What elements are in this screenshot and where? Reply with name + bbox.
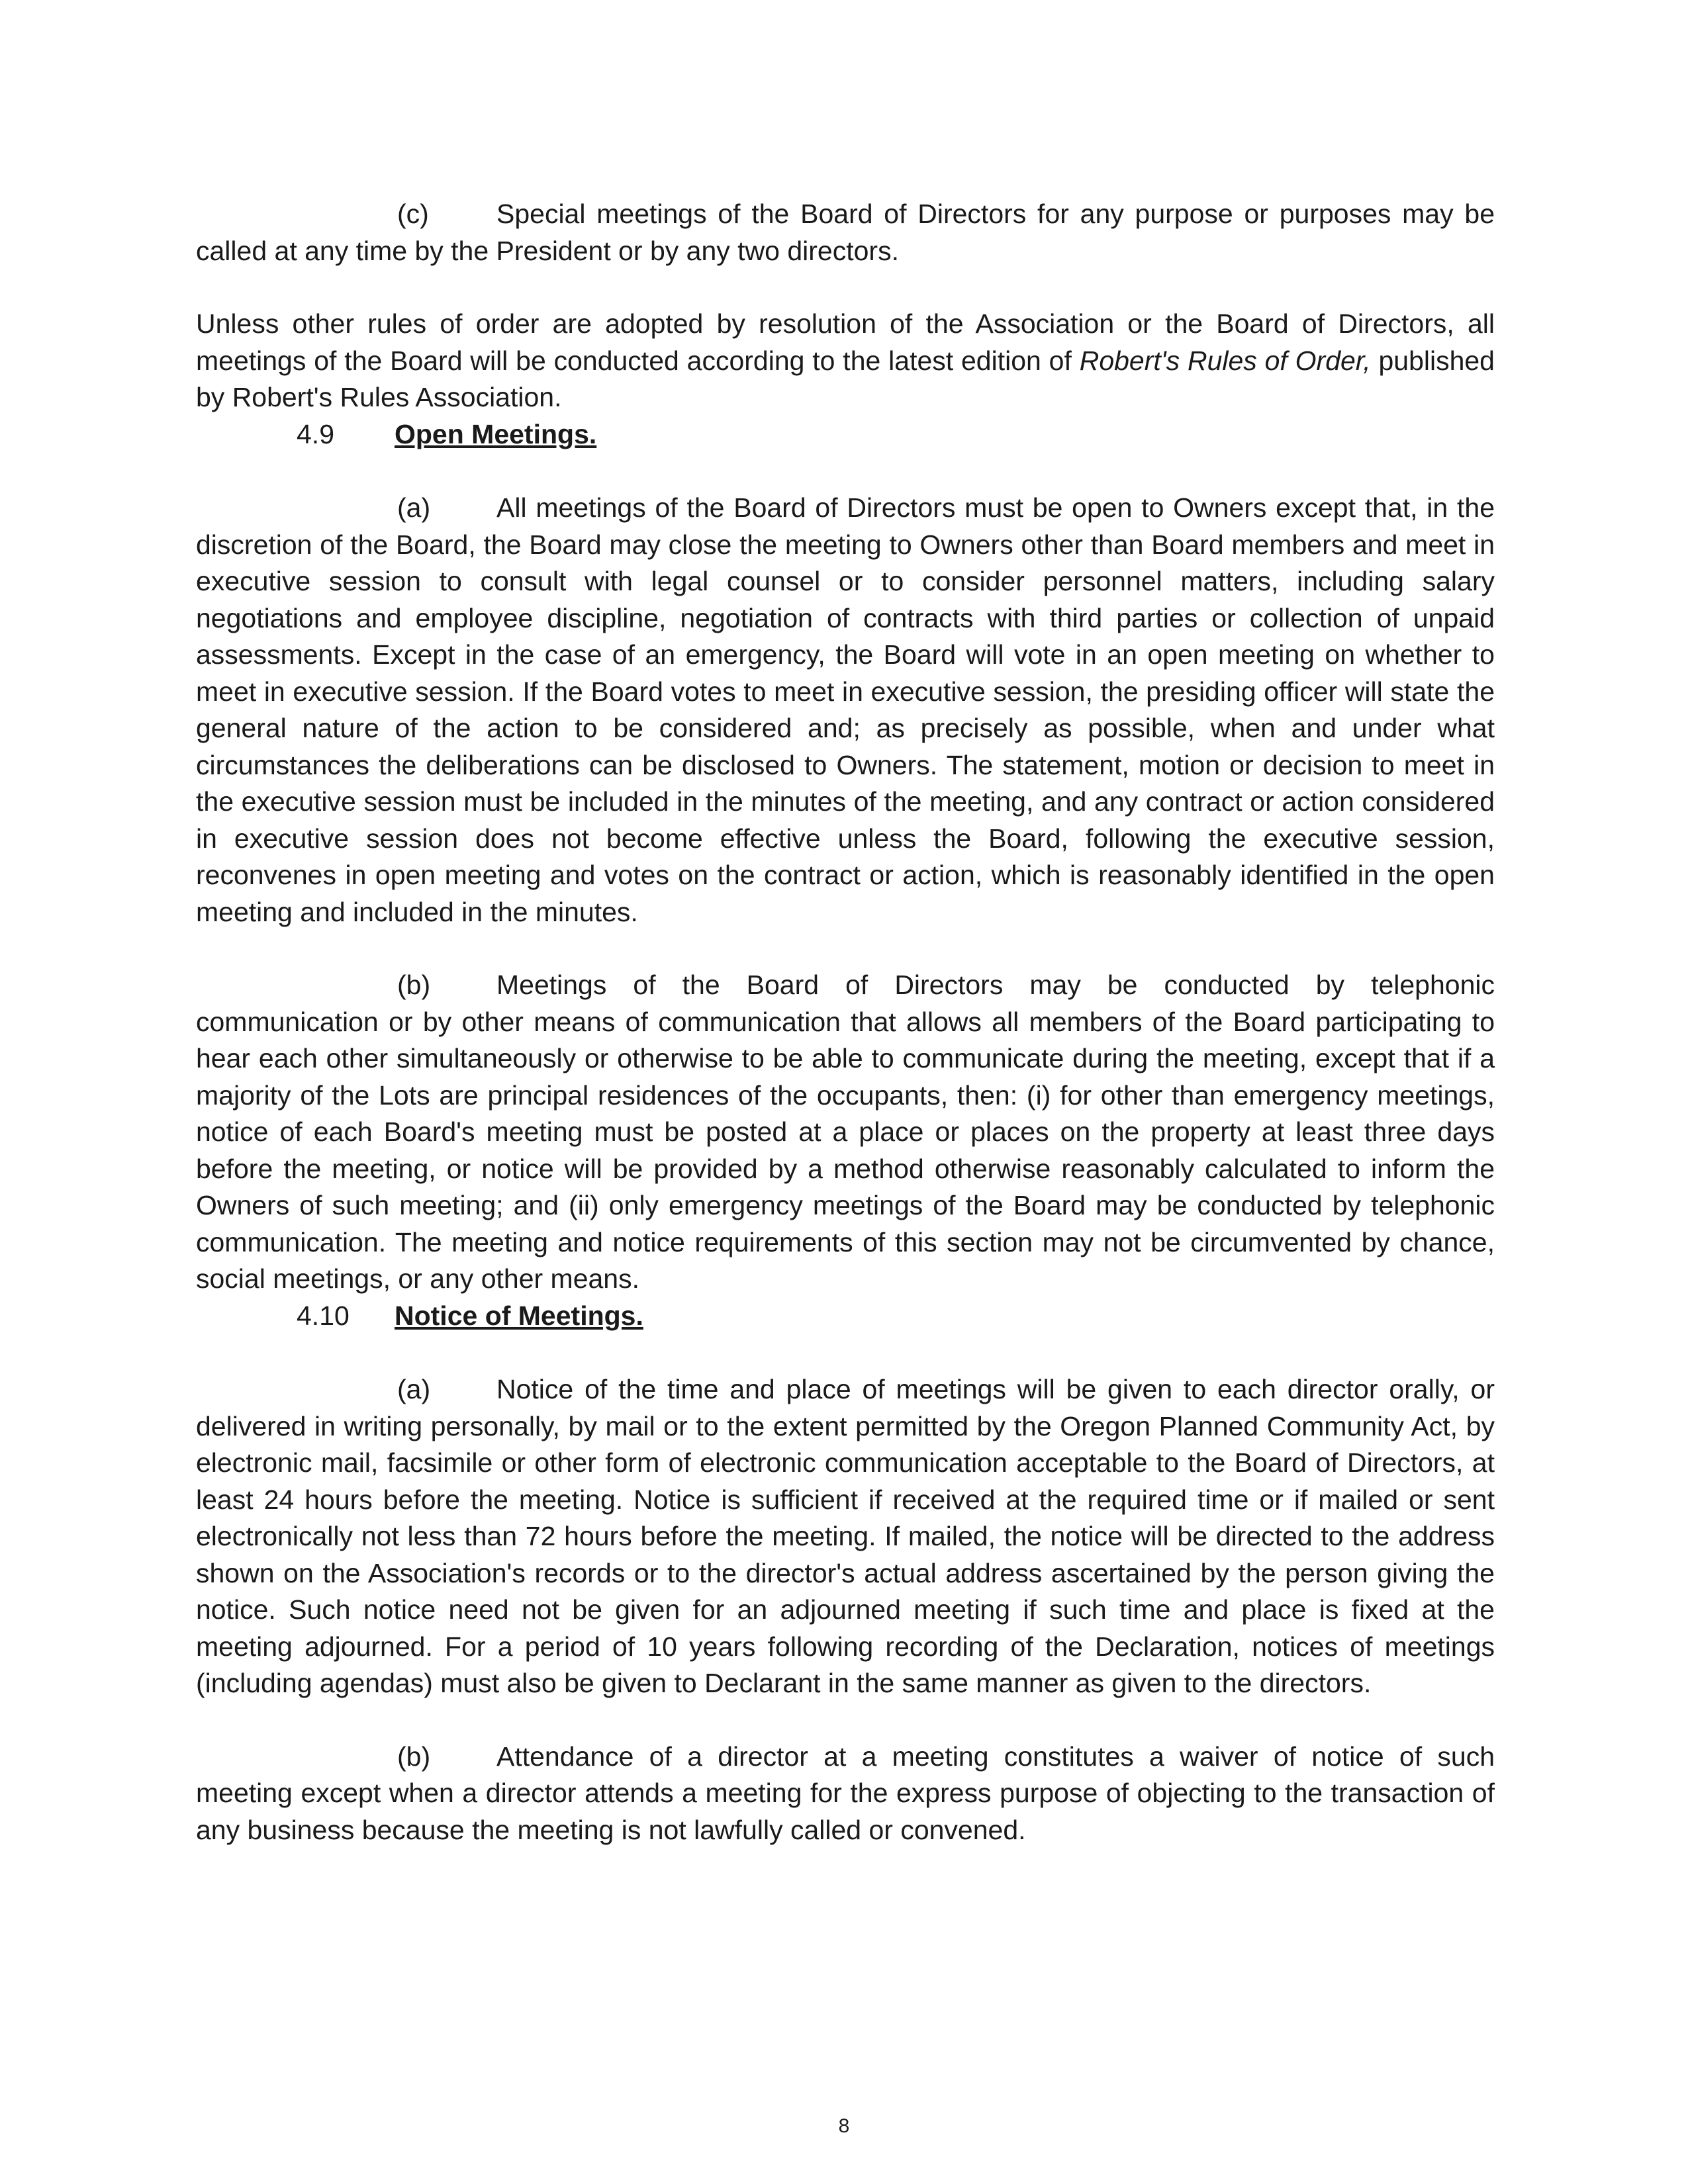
paragraph-rules-of-order [196,306,1495,416]
paragraph-marker: (a) [397,492,431,523]
paragraph-text: All meetings of the Board of Directors must be open to Owners except that, in the discretion of the Board, the Board may close the meeting to Owners other than Board members and meet in executive session to consult with legal counsel or to consider personnel matters, including salary negotiations and employee discipline, negotiation of contracts with third parties or collection of unpaid assessments. Except in the case of an emergency, the Board will vote in an open meeting on whether to meet in executive session. If the Board votes to meet in executive session, the presiding officer will state the general nature of the action to be considered and; as precisely as possible, when and under what circumstances the deliberations can be disclosed to Owners. The statement, motion or decision to meet in the executive session must be included in the minutes of the meeting, and any contract or action considered in executive session does not become effective unless the Board, following the executive session, reconvenes in open meeting and votes on the contract or action, which is reasonably identified in the open meeting and included in the minutes. [196,492,1495,927]
section-heading-4-9 [196,416,1495,453]
paragraph-notice-a [196,1371,1495,1702]
paragraph-open-meetings-b [196,967,1495,1298]
paragraph-text: Unless other rules of order are adopted by resolution of the Association or the Board of Directors, all meetings of the Board will be conducted according to the latest edition of [196,308,1495,376]
document-page [196,196,1495,1848]
paragraph-notice-b [196,1739,1495,1849]
section-title: Open Meetings. [395,418,597,449]
paragraph-text: published by Robert's Rules Association. [196,345,1495,412]
paragraph-marker: (b) [397,970,431,1000]
page-number: 8 [838,2115,850,2137]
paragraph-marker: (c) [397,199,429,229]
paragraph-marker: (a) [397,1374,431,1404]
paragraph-open-meetings-a [196,490,1495,931]
section-number: 4.10 [297,1300,350,1331]
paragraph-marker: (b) [397,1741,431,1772]
section-number: 4.9 [297,418,334,449]
paragraph-text: Notice of the time and place of meetings will be given to each director orally, or delivered in writing personally, by mail or to the extent permitted by the Oregon Planned Community Act, by electronic mail, facsimile or other form of electronic communication acceptable to the Board of Directors, at least 24 hours before the meeting. Notice is sufficient if received at the required time or if mailed or sent electronically not less than 72 hours before the meeting. If mailed, the notice will be directed to the address shown on the Association's records or to the director's actual address ascertained by the person giving the notice. Such notice need not be given for an adjourned meeting if such time and place is fixed at the meeting adjourned. For a period of 10 years following recording of the Declaration, notices of meetings (including agendas) must also be given to Declarant in the same manner as given to the directors. [196,1374,1495,1698]
paragraph-text: Attendance of a director at a meeting constitutes a waiver of notice of such meeting except when a director attends a meeting for the express purpose of objecting to the transaction of any business because the meeting is not lawfully called or convened. [196,1741,1495,1845]
section-heading-4-10 [196,1298,1495,1335]
paragraph-text: Meetings of the Board of Directors may be conducted by telephonic communication or by other means of communication that allows all members of the Board participating to hear each other simultaneously or otherwise to be able to communicate during the meeting, except that if a majority of the Lots are principal residences of the occupants, then: (i) for other than emergency meetings, notice of each Board's meeting must be posted at a place or places on the property at least three days before the meeting, or notice will be provided by a method otherwise reasonably calculated to inform the Owners of such meeting; and (ii) only emergency meetings of the Board may be conducted by telephonic communication. The meeting and notice requirements of this section may not be circumvented by chance, social meetings, or any other means. [196,970,1495,1294]
section-title: Notice of Meetings. [395,1300,643,1331]
paragraph-text: Special meetings of the Board of Directors for any purpose or purposes may be called at any time by the President or by any two directors. [196,199,1495,266]
rules-of-order-title: Robert's Rules of Order, [1079,345,1371,376]
paragraph-special-meetings [196,196,1495,269]
